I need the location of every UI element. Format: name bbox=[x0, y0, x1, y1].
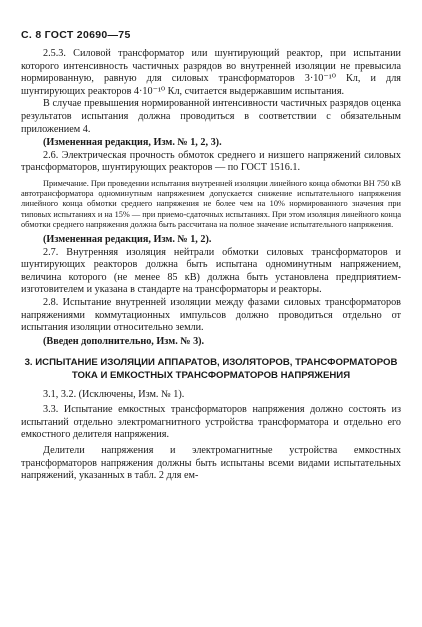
clause-3-3-continuation: Делители напряжения и электромагнитные устройства емкостных трансформаторов напряжения должны быть испытаны всеми видами испытательных напряжений, указанных в табл. 2 для ем- bbox=[21, 445, 401, 482]
clause-3-3: 3.3. Испытание емкостных трансформаторов напряжения должно состоять из испытаний отдельно электромагнитного устройства трансформатора и отдельно его емкостного делителя напряжения. bbox=[21, 404, 401, 441]
clause-2-5-3-continuation: В случае превышения нормированной интенсивности частичных разрядов оценка результатов испытания должна проводиться в соответствии с обязательным приложением 4. bbox=[21, 98, 401, 135]
amendment-note-2: (Измененная редакция, Изм. № 1, 2). bbox=[43, 233, 212, 245]
clause-2-5-3: 2.5.3. Силовой трансформатор или шунтирующий реактор, при испытании которого интенсивность частичных разрядов во внутренней изоляции не превысила нормированную, равную для силовых трансформаторов 3·10⁻¹⁰ Кл, и для шунтирующих реакторов 4·10⁻¹⁰ Кл, считается выдержавшим испытания. bbox=[21, 48, 401, 97]
clause-3-1-3-2: 3.1, 3.2. (Исключены, Изм. № 1). bbox=[43, 388, 185, 400]
document-body bbox=[21, 48, 401, 483]
section-3-title: 3. ИСПЫТАНИЕ ИЗОЛЯЦИИ АППАРАТОВ, ИЗОЛЯТОРОВ, ТРАНСФОРМАТОРОВ ТОКА И ЕМКОСТНЫХ ТРАНСФОРМАТОРОВ НАПРЯЖЕНИЯ bbox=[24, 357, 398, 381]
clause-2-8: 2.8. Испытание внутренней изоляции между фазами силовых трансформаторов напряжениями коммутационных импульсов должно проводиться отдельно от испытания изоляции относительно земли. bbox=[21, 296, 401, 334]
amendment-note-1: (Измененная редакция, Изм. № 1, 2, 3). bbox=[43, 137, 222, 149]
clause-note: Примечание. При проведении испытания внутренней изоляции линейного конца обмотки ВН 750 кВ автотрансформатора одноминутным напряжением допускается снижение испытательного напряжения линейного конца обмотки среднего напряжения не более чем на 10% нормированного значения при типовых испытаниях и на 15% — при приемо-сдаточных испытаниях. При этом изоляция линейного конца обмотки среднего напряжения должна быть рассчитана на полное значение испытательного напряжения. bbox=[21, 178, 401, 229]
clause-2-7: 2.7. Внутренняя изоляция нейтрали обмотки силовых трансформаторов и шунтирующих реакторов должна быть испытана одноминутным напряжением, величина которого (не менее 85 кВ) должна быть установлена предприятием-изготовителем и указана в стандарте на трансформаторы и реакторы. bbox=[21, 246, 401, 296]
amendment-note-3: (Введен дополнительно, Изм. № 3). bbox=[43, 335, 205, 347]
clause-2-6: 2.6. Электрическая прочность обмоток среднего и низшего напряжений силовых трансформаторов, шунтирующих реакторов — по ГОСТ 1516.1. bbox=[21, 149, 401, 174]
page-header: С. 8 ГОСТ 20690—75 bbox=[21, 29, 131, 41]
